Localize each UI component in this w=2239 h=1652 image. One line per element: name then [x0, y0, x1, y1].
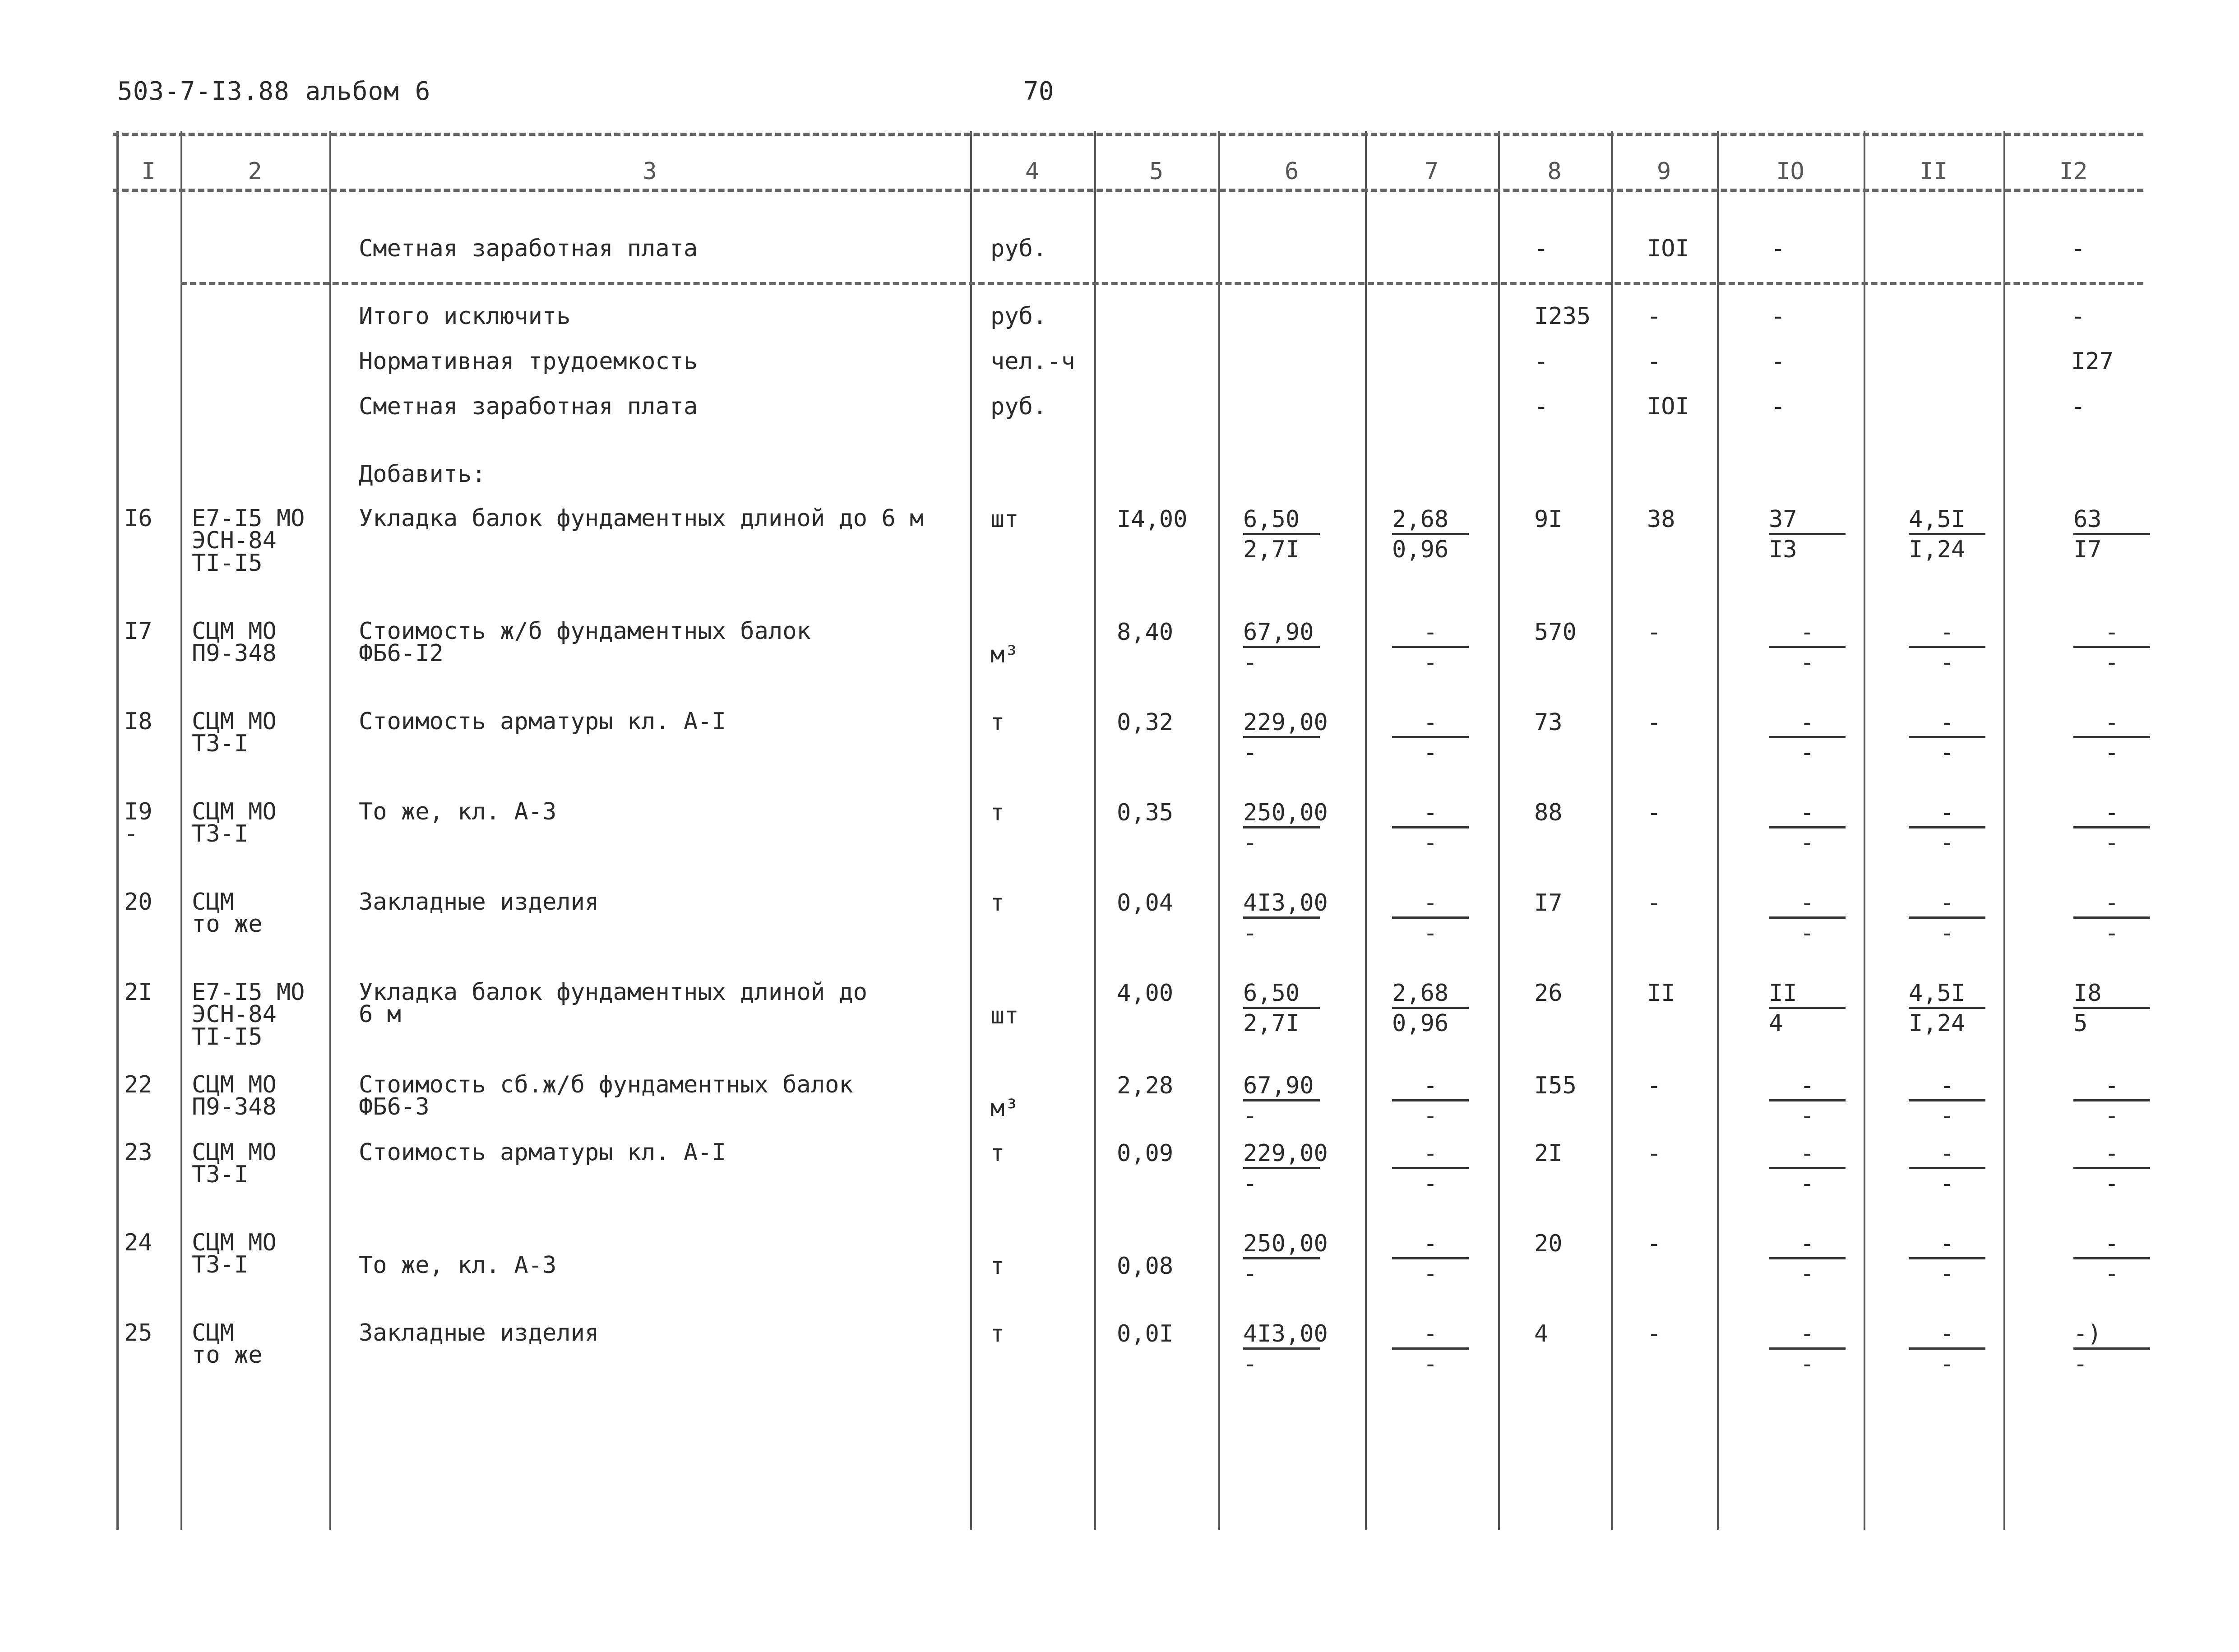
labor-intensity-total-numerator: - [2073, 620, 2150, 648]
summary-row-c8: I235 [1534, 303, 1591, 330]
labor-cost [1392, 508, 1469, 561]
unit: т [990, 889, 1005, 916]
labor-intensity-unit-numerator: - [1909, 1322, 1985, 1350]
quantity: I4,00 [1117, 506, 1188, 533]
labor-cost-numerator: - [1392, 620, 1469, 648]
machine-cost-numerator: - [1769, 1074, 1846, 1101]
wage-cost: - [1647, 619, 1661, 646]
machine-cost-numerator: II [1769, 981, 1846, 1009]
labor-cost-denominator: - [1423, 1351, 1438, 1378]
unit-cost [1243, 620, 1320, 674]
row-number: 2I [124, 979, 153, 1006]
labor-intensity-total-numerator: -) [2073, 1322, 2150, 1350]
labor-cost-numerator: - [1392, 1322, 1469, 1350]
labor-intensity-unit-numerator: - [1909, 1232, 1985, 1259]
column-header-2: 2 [248, 158, 262, 185]
labor-intensity-total-numerator: I8 [2073, 981, 2150, 1009]
unit-cost [1243, 1074, 1320, 1128]
summary-row-c8: - [1534, 393, 1549, 420]
column-divider [1365, 131, 1367, 1530]
work-name: Стоимость арматуры кл. А-I [359, 1139, 726, 1166]
machine-cost [1769, 981, 1846, 1035]
price-code: СЦМ МО П9-348 [192, 618, 277, 667]
machine-cost-denominator: - [1800, 1260, 1814, 1287]
total-cost: 73 [1534, 709, 1563, 736]
unit: м³ [990, 641, 1019, 668]
machine-cost-numerator: - [1769, 1232, 1846, 1259]
labor-cost-denominator: 0,96 [1392, 536, 1449, 563]
total-cost: I7 [1534, 889, 1563, 916]
price-code: Е7-I5 МО ЭСН-84 TI-I5 [192, 979, 305, 1050]
labor-intensity-unit [1909, 981, 1985, 1035]
labor-intensity-unit [1909, 1142, 1985, 1195]
page-number: 70 [1023, 77, 1054, 106]
row-number: 22 [124, 1071, 153, 1098]
unit-cost-numerator: 4I3,00 [1243, 891, 1320, 919]
unit: т [990, 1140, 1005, 1167]
price-code: СЦМ МО Т3-I [192, 1229, 277, 1279]
labor-cost [1392, 1232, 1469, 1286]
work-name: То же, кл. А-3 [359, 1252, 557, 1279]
labor-intensity-total-denominator: - [2105, 649, 2119, 676]
row-number: 25 [124, 1319, 153, 1347]
unit: т [990, 1320, 1005, 1347]
total-cost: 20 [1534, 1230, 1563, 1257]
labor-intensity-unit-numerator: - [1909, 1074, 1985, 1101]
labor-cost-numerator: - [1392, 891, 1469, 919]
work-name: Укладка балок фундаментных длиной до 6 м [359, 505, 924, 532]
labor-intensity-total-numerator: - [2073, 891, 2150, 919]
unit-cost [1243, 889, 1328, 947]
labor-cost [1392, 801, 1469, 855]
summary-row-c9: IOI [1647, 235, 1689, 262]
unit-cost-numerator: 250,00 [1243, 1232, 1320, 1259]
labor-intensity-unit-numerator: - [1909, 1142, 1985, 1169]
total-cost: 88 [1534, 799, 1563, 826]
work-name: Укладка балок фундаментных длиной до 6 м [359, 979, 868, 1028]
price-code: СЦМ МО Т3-I [192, 1139, 277, 1189]
column-divider [180, 131, 182, 1530]
labor-cost-denominator: - [1423, 1102, 1438, 1129]
work-name: То же, кл. А-3 [359, 798, 557, 825]
unit-cost-numerator: 229,00 [1243, 711, 1320, 738]
unit-cost [1243, 1320, 1328, 1378]
machine-cost-numerator: - [1769, 891, 1846, 919]
column-divider [1498, 131, 1500, 1530]
labor-intensity-total [2073, 981, 2150, 1035]
price-code: СЦМ МО Т3-I [192, 708, 277, 758]
price-code: СЦМ МО П9-348 [192, 1071, 277, 1121]
unit-cost-numerator: 250,00 [1243, 801, 1320, 828]
labor-intensity-unit [1909, 1232, 1985, 1286]
labor-intensity-total [2073, 620, 2150, 674]
labor-intensity-unit-numerator: - [1909, 620, 1985, 648]
column-divider [1717, 131, 1719, 1530]
column-header-9: 9 [1656, 158, 1671, 185]
column-divider [1094, 131, 1096, 1530]
machine-cost [1769, 711, 1846, 764]
labor-cost [1392, 1322, 1469, 1376]
header-bottom-rule [113, 189, 2143, 192]
unit-cost-denominator: - [1243, 739, 1258, 766]
labor-cost [1392, 1074, 1469, 1128]
labor-intensity-unit-denominator: - [1940, 829, 1954, 856]
wage-cost: - [1647, 1320, 1661, 1347]
labor-intensity-unit-denominator: - [1940, 1260, 1954, 1287]
unit-cost-numerator: 67,90 [1243, 620, 1320, 648]
wage-cost: 38 [1647, 506, 1675, 533]
work-name: Стоимость арматуры кл. А-I [359, 708, 726, 735]
machine-cost-denominator: - [1800, 739, 1814, 766]
row-number: I8 [124, 708, 153, 735]
machine-cost-numerator: - [1769, 1322, 1846, 1350]
column-divider [329, 131, 331, 1530]
column-divider [2003, 131, 2005, 1530]
column-header-7: 7 [1424, 158, 1439, 185]
labor-intensity-unit-numerator: - [1909, 801, 1985, 828]
column-divider [1611, 131, 1613, 1530]
row-number: 20 [124, 888, 153, 916]
machine-cost [1769, 1142, 1846, 1195]
table-top-rule [113, 133, 2143, 136]
labor-intensity-unit-numerator: - [1909, 711, 1985, 738]
row-number: 24 [124, 1229, 153, 1256]
unit-cost-denominator: - [1243, 1260, 1258, 1287]
labor-intensity-total [2073, 1232, 2150, 1286]
machine-cost-numerator: - [1769, 620, 1846, 648]
labor-cost-numerator: - [1392, 1142, 1469, 1169]
labor-intensity-unit [1909, 1074, 1985, 1128]
row-number: I7 [124, 618, 153, 645]
labor-intensity-unit-numerator: 4,5I [1909, 981, 1985, 1009]
total-cost: 2I [1534, 1140, 1563, 1167]
work-name: Закладные изделия [359, 1319, 599, 1347]
unit-cost-denominator: - [1243, 1170, 1258, 1197]
column-header-6: 6 [1284, 158, 1299, 185]
machine-cost-numerator: - [1769, 1142, 1846, 1169]
labor-intensity-total-denominator: - [2105, 1102, 2119, 1129]
labor-intensity-total-denominator: - [2105, 829, 2119, 856]
quantity: 0,32 [1117, 709, 1174, 736]
column-header-3: 3 [643, 158, 657, 185]
summary-row-name: Сметная заработная плата [359, 393, 698, 420]
total-cost: 26 [1534, 980, 1563, 1007]
section-rule [180, 282, 2143, 285]
unit-cost-denominator: - [1243, 829, 1258, 856]
labor-intensity-total-numerator: - [2073, 1142, 2150, 1169]
summary-row-name: Нормативная трудоемкость [359, 348, 698, 375]
unit-cost [1243, 709, 1328, 766]
labor-intensity-unit [1909, 508, 1985, 561]
unit: м³ [990, 1095, 1019, 1122]
quantity: 0,35 [1117, 799, 1174, 826]
price-code: СЦМ то же [192, 888, 263, 938]
unit: шт [990, 1002, 1019, 1029]
labor-cost [1392, 981, 1469, 1035]
price-code: Е7-I5 МО ЭСН-84 TI-I5 [192, 505, 305, 577]
labor-intensity-total-numerator: - [2073, 801, 2150, 828]
labor-intensity-total-denominator: - [2105, 739, 2119, 766]
labor-intensity-total-denominator: - [2105, 1260, 2119, 1287]
machine-cost-denominator: I3 [1769, 536, 1797, 563]
row-number: I9 - [124, 798, 153, 848]
work-name: Стоимость сб.ж/б фундаментных балок ФБ6-3 [359, 1071, 853, 1121]
column-header-10: IO [1776, 158, 1804, 185]
summary-row-c12: - [2071, 235, 2086, 262]
labor-intensity-unit [1909, 1322, 1985, 1376]
labor-cost-numerator: - [1392, 1074, 1469, 1101]
labor-intensity-unit [1909, 801, 1985, 855]
summary-row-c12: I27 [2071, 348, 2114, 375]
unit-cost-denominator: - [1243, 1351, 1258, 1378]
wage-cost: II [1647, 980, 1675, 1007]
machine-cost-numerator: - [1769, 801, 1846, 828]
unit-cost-denominator: 2,7I [1243, 1010, 1300, 1037]
labor-cost-denominator: - [1423, 649, 1438, 676]
labor-intensity-unit-denominator: - [1940, 739, 1954, 766]
labor-intensity-total-numerator: - [2073, 711, 2150, 738]
labor-intensity-total-numerator: 63 [2073, 508, 2150, 535]
labor-intensity-unit-denominator: - [1940, 1102, 1954, 1129]
labor-intensity-unit-denominator: - [1940, 1170, 1954, 1197]
quantity: 8,40 [1117, 619, 1174, 646]
labor-cost-numerator: - [1392, 711, 1469, 738]
column-divider [116, 131, 119, 1530]
summary-row-unit: руб. [990, 303, 1047, 330]
machine-cost-denominator: - [1800, 649, 1814, 676]
column-header-5: 5 [1149, 158, 1164, 185]
labor-intensity-total [2073, 1074, 2150, 1128]
labor-intensity-total [2073, 508, 2150, 561]
labor-cost [1392, 620, 1469, 674]
summary-row-c8: - [1534, 235, 1549, 262]
column-header-11: II [1919, 158, 1948, 185]
total-cost: 570 [1534, 619, 1577, 646]
unit-cost-numerator: 6,50 [1243, 508, 1320, 535]
estimate-table [113, 131, 2143, 1530]
machine-cost [1769, 891, 1846, 945]
unit: т [990, 799, 1005, 826]
unit-cost [1243, 1140, 1328, 1197]
unit-cost-numerator: 4I3,00 [1243, 1322, 1320, 1350]
column-divider [1864, 131, 1865, 1530]
total-cost: 4 [1534, 1320, 1549, 1347]
wage-cost: - [1647, 799, 1661, 826]
labor-intensity-total-numerator: - [2073, 1074, 2150, 1101]
machine-cost [1769, 1232, 1846, 1286]
labor-intensity-unit-numerator: 4,5I [1909, 508, 1985, 535]
labor-cost-denominator: - [1423, 739, 1438, 766]
column-divider [1218, 131, 1220, 1530]
machine-cost [1769, 1074, 1846, 1128]
document-code: 503-7-I3.88 альбом 6 [117, 77, 431, 106]
machine-cost [1769, 620, 1846, 674]
price-code: СЦМ то же [192, 1319, 263, 1369]
unit-cost [1243, 799, 1328, 856]
summary-row-c9: - [1647, 303, 1661, 330]
summary-row-c9: - [1647, 348, 1661, 375]
quantity: 2,28 [1117, 1072, 1174, 1099]
unit: т [990, 709, 1005, 736]
labor-cost-denominator: - [1423, 1260, 1438, 1287]
labor-cost-numerator: 2,68 [1392, 981, 1469, 1009]
labor-cost-denominator: - [1423, 829, 1438, 856]
machine-cost [1769, 1322, 1846, 1376]
unit-cost-denominator: 2,7I [1243, 536, 1300, 563]
labor-intensity-total [2073, 1322, 2150, 1376]
work-name: Закладные изделия [359, 888, 599, 916]
labor-intensity-total-denominator: - [2105, 920, 2119, 947]
labor-intensity-total [2073, 801, 2150, 855]
machine-cost-denominator: - [1800, 1351, 1814, 1378]
unit: шт [990, 506, 1019, 533]
labor-intensity-total-denominator: I7 [2073, 536, 2102, 563]
wage-cost: - [1647, 1230, 1661, 1257]
row-number: 23 [124, 1139, 153, 1166]
unit-cost-denominator: - [1243, 1102, 1258, 1129]
labor-cost-denominator: - [1423, 920, 1438, 947]
machine-cost [1769, 801, 1846, 855]
labor-cost-numerator: - [1392, 1232, 1469, 1259]
column-header-1: I [141, 158, 156, 185]
column-header-8: 8 [1547, 158, 1562, 185]
labor-intensity-unit-denominator: I,24 [1909, 536, 1966, 563]
add-label: Добавить: [359, 461, 486, 488]
labor-intensity-unit [1909, 711, 1985, 764]
labor-cost-numerator: - [1392, 801, 1469, 828]
summary-row-c10: - [1771, 348, 1786, 375]
machine-cost-numerator: - [1769, 711, 1846, 738]
labor-intensity-total [2073, 711, 2150, 764]
machine-cost-denominator: - [1800, 1170, 1814, 1197]
machine-cost [1769, 508, 1846, 561]
summary-row-c8: - [1534, 348, 1549, 375]
summary-row-unit: руб. [990, 235, 1047, 262]
quantity: 4,00 [1117, 980, 1174, 1007]
unit-cost-denominator: - [1243, 920, 1258, 947]
summary-row-unit: руб. [990, 393, 1047, 420]
labor-cost [1392, 711, 1469, 764]
labor-intensity-unit [1909, 620, 1985, 674]
work-name: Стоимость ж/б фундаментных балок ФБ6-I2 [359, 618, 811, 667]
wage-cost: - [1647, 1140, 1661, 1167]
summary-row-unit: чел.-ч [990, 348, 1075, 375]
machine-cost-denominator: - [1800, 1102, 1814, 1129]
quantity: 0,09 [1117, 1140, 1174, 1167]
row-number: I6 [124, 505, 153, 532]
column-divider [970, 131, 972, 1530]
quantity: 0,0I [1117, 1320, 1174, 1347]
quantity: 0,08 [1117, 1253, 1174, 1280]
labor-intensity-total-denominator: 5 [2073, 1010, 2088, 1037]
total-cost: I55 [1534, 1072, 1577, 1099]
summary-row-c12: - [2071, 303, 2086, 330]
machine-cost-denominator: - [1800, 829, 1814, 856]
machine-cost-denominator: - [1800, 920, 1814, 947]
labor-intensity-total [2073, 1142, 2150, 1195]
wage-cost: - [1647, 709, 1661, 736]
summary-row-c10: - [1771, 393, 1786, 420]
total-cost: 9I [1534, 506, 1563, 533]
column-header-4: 4 [1025, 158, 1040, 185]
column-header-12: I2 [2059, 158, 2088, 185]
labor-intensity-total-denominator: - [2073, 1351, 2088, 1378]
labor-intensity-unit-denominator: I,24 [1909, 1010, 1966, 1037]
machine-cost-denominator: 4 [1769, 1010, 1783, 1037]
summary-row-name: Итого исключить [359, 303, 571, 330]
wage-cost: - [1647, 889, 1661, 916]
unit-cost [1243, 1230, 1328, 1287]
summary-row-c9: IOI [1647, 393, 1689, 420]
labor-intensity-total [2073, 891, 2150, 945]
labor-cost-numerator: 2,68 [1392, 508, 1469, 535]
summary-row-c10: - [1771, 235, 1786, 262]
unit-cost [1243, 981, 1320, 1035]
unit-cost [1243, 508, 1320, 561]
labor-intensity-unit-denominator: - [1940, 1351, 1954, 1378]
unit-cost-denominator: - [1243, 649, 1258, 676]
unit-cost-numerator: 67,90 [1243, 1074, 1320, 1101]
labor-intensity-total-denominator: - [2105, 1170, 2119, 1197]
summary-row-c12: - [2071, 393, 2086, 420]
labor-cost-denominator: 0,96 [1392, 1010, 1449, 1037]
labor-intensity-unit [1909, 891, 1985, 945]
machine-cost-numerator: 37 [1769, 508, 1846, 535]
wage-cost: - [1647, 1072, 1661, 1099]
labor-cost-denominator: - [1423, 1170, 1438, 1197]
labor-intensity-unit-numerator: - [1909, 891, 1985, 919]
summary-row-c10: - [1771, 303, 1786, 330]
labor-intensity-total-numerator: - [2073, 1232, 2150, 1259]
labor-cost [1392, 1142, 1469, 1195]
labor-intensity-unit-denominator: - [1940, 920, 1954, 947]
quantity: 0,04 [1117, 889, 1174, 916]
unit-cost-numerator: 6,50 [1243, 981, 1320, 1009]
unit: т [990, 1253, 1005, 1280]
price-code: СЦМ МО Т3-I [192, 798, 277, 848]
labor-intensity-unit-denominator: - [1940, 649, 1954, 676]
labor-cost [1392, 891, 1469, 945]
unit-cost-numerator: 229,00 [1243, 1142, 1320, 1169]
summary-row-name: Сметная заработная плата [359, 235, 698, 262]
